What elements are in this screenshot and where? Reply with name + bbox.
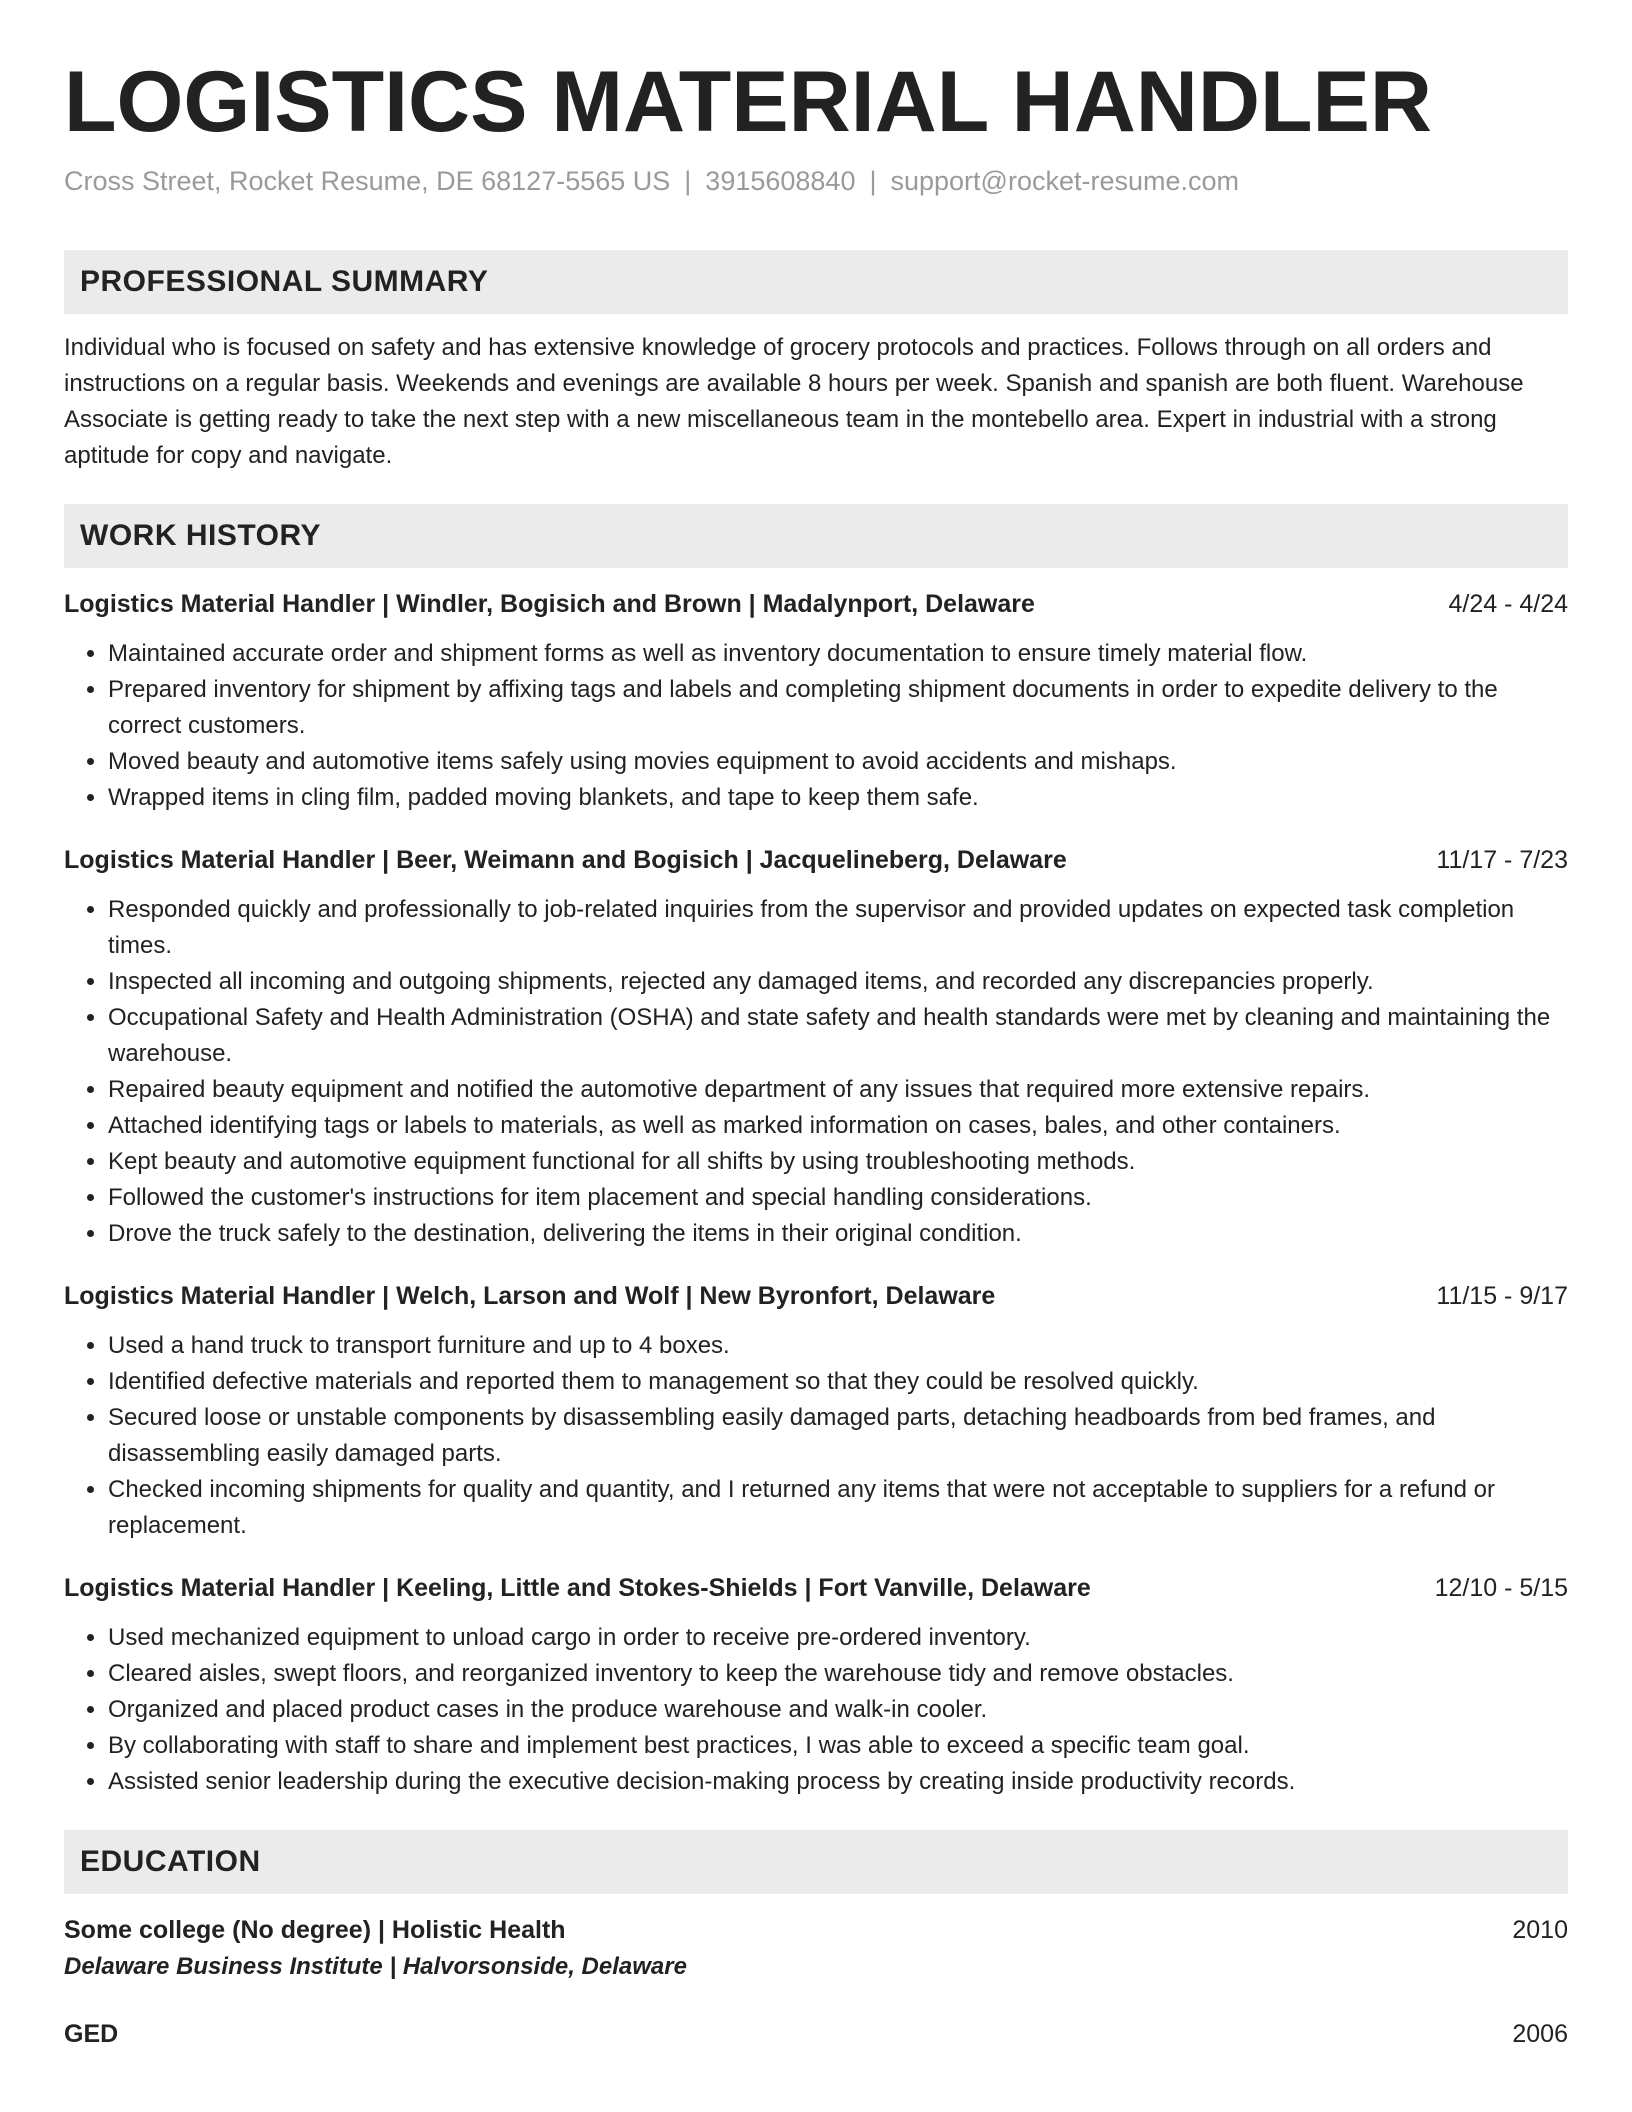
education-entry bbox=[64, 2016, 1568, 2052]
section-heading-education: EDUCATION bbox=[64, 1830, 1568, 1894]
contact-line bbox=[64, 164, 1568, 198]
education-entry bbox=[64, 1912, 1568, 1986]
education-header bbox=[64, 1912, 1568, 1948]
job-bullet: • Prepared inventory for shipment by affixing tags and labels and completing shipment documents in order to expedite delivery to the correct customers. bbox=[108, 672, 1568, 744]
job-dates: 4/24 - 4/24 bbox=[1448, 590, 1568, 618]
education-title: GED bbox=[64, 2020, 119, 2048]
job-bullet: • Secured loose or unstable components by disassembling easily damaged parts, detaching headboards from bed frames, and disassembling easily damaged parts. bbox=[108, 1400, 1568, 1472]
job-bullet-list bbox=[64, 1328, 1568, 1544]
work-history-list bbox=[64, 586, 1568, 1800]
job-title: Logistics Material Handler | Windler, Bogisich and Brown | Madalynport, Delaware bbox=[64, 590, 1035, 618]
job-dates: 12/10 - 5/15 bbox=[1434, 1574, 1568, 1602]
job-bullet: • By collaborating with staff to share and implement best practices, I was able to exceed a specific team goal. bbox=[108, 1728, 1568, 1764]
section-heading-summary: PROFESSIONAL SUMMARY bbox=[64, 250, 1568, 314]
job-bullet: • Attached identifying tags or labels to materials, as well as marked information on cases, bales, and other containers. bbox=[108, 1108, 1568, 1144]
job-dates: 11/17 - 7/23 bbox=[1436, 846, 1568, 874]
contact-email: support@rocket-resume.com bbox=[890, 166, 1240, 196]
job-bullet: • Cleared aisles, swept floors, and reorganized inventory to keep the warehouse tidy and remove obstacles. bbox=[108, 1656, 1568, 1692]
job-bullet: • Checked incoming shipments for quality and quantity, and I returned any items that were not acceptable to suppliers for a refund or replacement. bbox=[108, 1472, 1568, 1544]
job-bullet: • Repaired beauty equipment and notified the automotive department of any issues that required more extensive repairs. bbox=[108, 1072, 1568, 1108]
job-header bbox=[64, 1570, 1568, 1606]
summary-text: Individual who is focused on safety and has extensive knowledge of grocery protocols and practices. Follows through on all orders and instructions on a regular basis. Weekends and evenings are available 8 hours per week. Spanish and spanish are both fluent. Warehouse Associate is getting ready to take the next step with a new miscellaneous team in the montebello area. Expert in industrial with a strong aptitude for copy and navigate. bbox=[64, 334, 1524, 469]
job-bullet: • Kept beauty and automotive equipment functional for all shifts by using troubleshooting methods. bbox=[108, 1144, 1568, 1180]
job-bullet: • Used a hand truck to transport furniture and up to 4 boxes. bbox=[108, 1328, 1568, 1364]
job-dates: 11/15 - 9/17 bbox=[1436, 1282, 1568, 1310]
job-bullet-list bbox=[64, 892, 1568, 1252]
job-header bbox=[64, 586, 1568, 622]
job-title: Logistics Material Handler | Beer, Weimann and Bogisich | Jacquelineberg, Delaware bbox=[64, 846, 1067, 874]
job-title: Logistics Material Handler | Welch, Larson and Wolf | New Byronfort, Delaware bbox=[64, 1282, 996, 1310]
job-bullet: • Responded quickly and professionally to job-related inquiries from the supervisor and provided updates on expected task completion times. bbox=[108, 892, 1568, 964]
job-entry bbox=[64, 842, 1568, 1252]
job-title: Logistics Material Handler | Keeling, Little and Stokes-Shields | Fort Vanville, Delaware bbox=[64, 1574, 1091, 1602]
job-bullet: • Moved beauty and automotive items safely using movies equipment to avoid accidents and mishaps. bbox=[108, 744, 1568, 780]
job-header bbox=[64, 1278, 1568, 1314]
job-entry bbox=[64, 586, 1568, 816]
job-bullet: • Occupational Safety and Health Administration (OSHA) and state safety and health standards were met by cleaning and maintaining the warehouse. bbox=[108, 1000, 1568, 1072]
job-bullet: • Maintained accurate order and shipment forms as well as inventory documentation to ensure timely material flow. bbox=[108, 636, 1568, 672]
education-header bbox=[64, 2016, 1568, 2052]
education-list bbox=[64, 1912, 1568, 2052]
job-entry bbox=[64, 1278, 1568, 1544]
resume-name: LOGISTICS MATERIAL HANDLER bbox=[64, 54, 1433, 150]
education-title: Some college (No degree) | Holistic Health bbox=[64, 1916, 566, 1944]
job-bullet: • Wrapped items in cling film, padded moving blankets, and tape to keep them safe. bbox=[108, 780, 1568, 816]
job-bullet-list bbox=[64, 636, 1568, 816]
contact-separator: | bbox=[869, 166, 877, 196]
job-bullet-list bbox=[64, 1620, 1568, 1800]
contact-address: Cross Street, Rocket Resume, DE 68127-5565 US bbox=[64, 166, 671, 196]
contact-phone: 3915608840 bbox=[705, 166, 856, 196]
section-heading-work-history: WORK HISTORY bbox=[64, 504, 1568, 568]
education-year: 2006 bbox=[1512, 2020, 1568, 2048]
job-bullet: • Organized and placed product cases in the produce warehouse and walk-in cooler. bbox=[108, 1692, 1568, 1728]
education-school: Delaware Business Institute | Halvorsonside, Delaware bbox=[64, 1953, 687, 1980]
job-bullet: • Followed the customer's instructions for item placement and special handling considerations. bbox=[108, 1180, 1568, 1216]
job-bullet: • Inspected all incoming and outgoing shipments, rejected any damaged items, and recorded any discrepancies properly. bbox=[108, 964, 1568, 1000]
education-year: 2010 bbox=[1512, 1916, 1568, 1944]
job-bullet: • Assisted senior leadership during the executive decision-making process by creating inside productivity records. bbox=[108, 1764, 1568, 1800]
job-header bbox=[64, 842, 1568, 878]
job-entry bbox=[64, 1570, 1568, 1800]
job-bullet: • Used mechanized equipment to unload cargo in order to receive pre-ordered inventory. bbox=[108, 1620, 1568, 1656]
job-bullet: • Drove the truck safely to the destination, delivering the items in their original condition. bbox=[108, 1216, 1568, 1252]
contact-separator: | bbox=[684, 166, 692, 196]
job-bullet: • Identified defective materials and reported them to management so that they could be resolved quickly. bbox=[108, 1364, 1568, 1400]
